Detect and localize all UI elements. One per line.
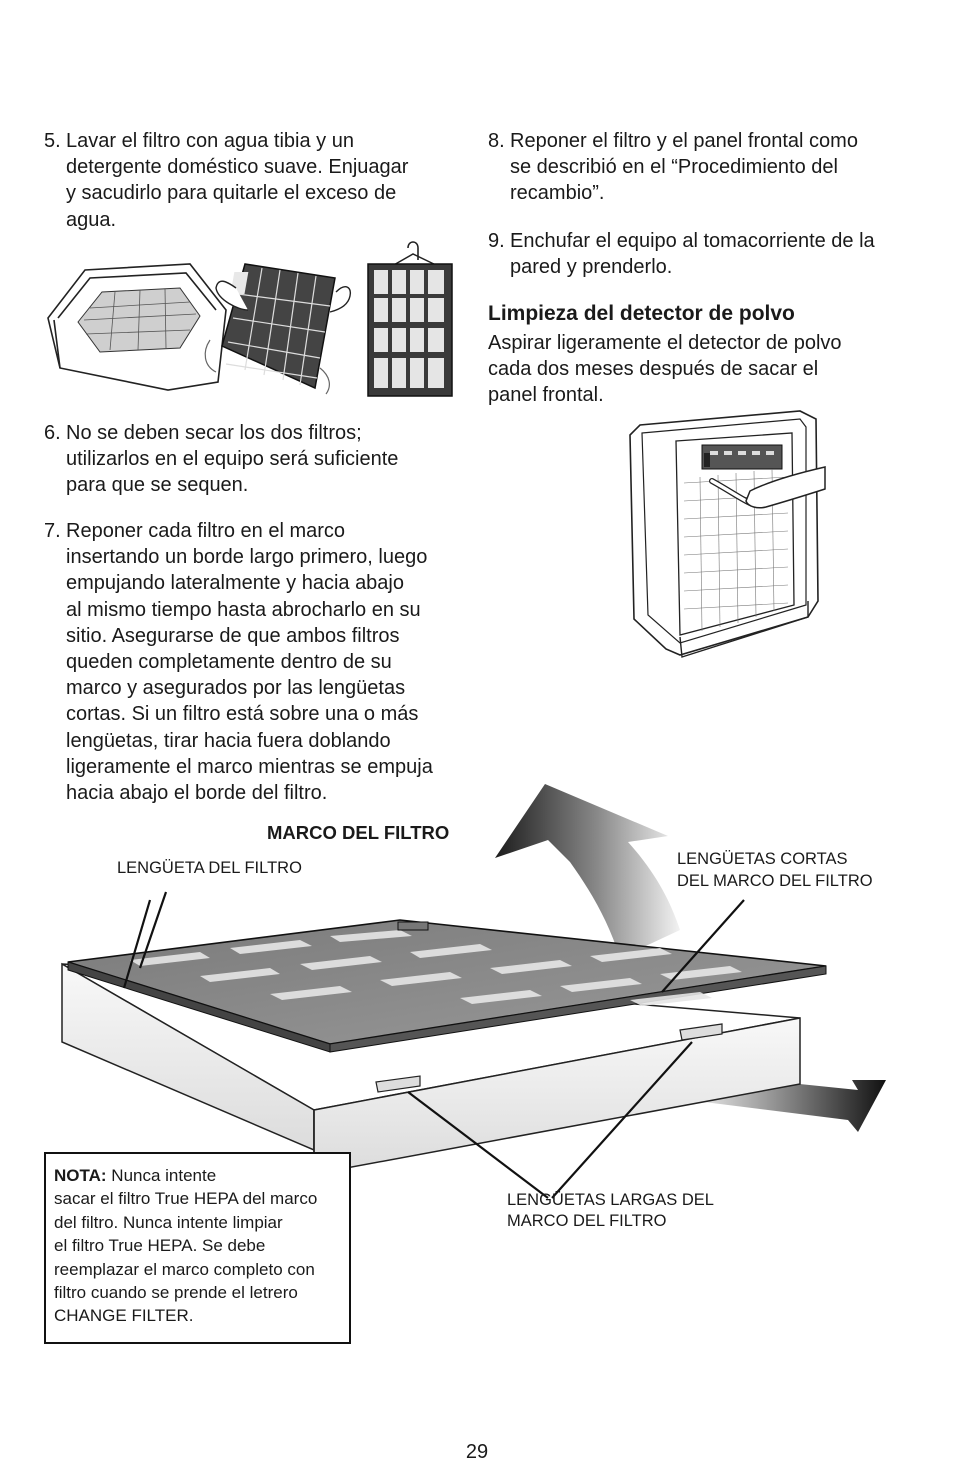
text-line: Reponer el filtro y el panel frontal como (510, 130, 858, 152)
text-line: insertando un borde largo primero, luego (66, 546, 428, 569)
text-line: queden completamente dentro de su (66, 651, 392, 674)
step-9 (488, 228, 918, 280)
text-line: se describió en el “Procedimiento del (510, 156, 838, 179)
step-text (510, 128, 918, 207)
text-line: detergente doméstico suave. Enjuagar (66, 156, 409, 179)
page-number: 29 (465, 1441, 489, 1463)
air-purifier-illustration (620, 405, 830, 670)
text-line: LENGÜETAS LARGAS DEL (507, 1191, 714, 1209)
text-line: cada dos meses después de sacar el (488, 358, 819, 381)
text-line: utilizarlos en el equipo será suficiente (66, 448, 399, 471)
text-line: Aspirar ligeramente el detector de polvo (488, 332, 842, 354)
step-text (66, 420, 464, 499)
text-line: para que se sequen. (66, 474, 249, 497)
text-line: panel frontal. (488, 384, 604, 407)
text-line: hacia abajo el borde del filtro. (66, 782, 328, 805)
hanging-filter-illustration (368, 242, 452, 396)
text-line: y sacudirlo para quitarle el exceso de (66, 182, 397, 205)
text-line: marco y asegurados por las lengüetas (66, 677, 406, 700)
lift-arrow (495, 784, 680, 958)
step-8 (488, 128, 918, 207)
text-line: Lavar el filtro con agua tibia y un (66, 130, 354, 152)
label-filter-frame: MARCO DEL FILTRO (267, 822, 450, 843)
step-number: 9. (488, 230, 505, 252)
text-line: MARCO DEL FILTRO (507, 1212, 667, 1230)
step-5 (44, 128, 464, 233)
label-filter-tab: LENGÜETA DEL FILTRO (117, 859, 302, 877)
step-text (66, 128, 464, 233)
text-line: al mismo tiempo hasta abrocharlo en su (66, 598, 421, 621)
label-short-tabs (677, 848, 873, 892)
text-line: LENGÜETAS CORTAS (677, 850, 848, 868)
text-line: filtro cuando se prende el letrero (54, 1283, 298, 1303)
text-line: lengüetas, tirar hacia fuera doblando (66, 729, 391, 752)
text-line: No se deben secar los dos filtros; (66, 422, 362, 444)
note-box (44, 1152, 351, 1344)
step-text (510, 228, 918, 280)
step-text (66, 518, 474, 806)
text-line: cortas. Si un filtro está sobre una o más (66, 703, 419, 726)
text-line: agua. (66, 208, 117, 231)
basin-illustration (48, 264, 226, 390)
text-line: empujando lateralmente y hacia abajo (66, 572, 404, 595)
label-long-tabs (507, 1190, 714, 1232)
shaking-filter-illustration (205, 264, 350, 394)
section-body (488, 330, 908, 409)
text-line: pared y prenderlo. (510, 256, 673, 279)
filter-frame-diagram (0, 780, 954, 1200)
text-line: sitio. Asegurarse de que ambos filtros (66, 624, 400, 647)
note-label: NOTA: (54, 1166, 107, 1185)
text-line: Enchufar el equipo al tomacorriente de la (510, 230, 875, 252)
text-line: Reponer cada filtro en el marco (66, 520, 346, 542)
step-7 (44, 518, 474, 806)
text-line: ligeramente el marco mientras se empuja (66, 755, 433, 778)
text-line: del filtro. Nunca intente limpiar (54, 1212, 283, 1232)
text-line: sacar el filtro True HEPA del marco (54, 1189, 318, 1209)
step-6 (44, 420, 464, 499)
text-line: DEL MARCO DEL FILTRO (677, 872, 873, 890)
section-heading: Limpieza del detector de polvo (488, 302, 795, 325)
text-line: el filtro True HEPA. Se debe (54, 1236, 266, 1256)
step-number: 7. (44, 520, 61, 542)
step-number: 8. (488, 130, 505, 152)
step-number: 5. (44, 130, 61, 152)
washing-illustration (40, 240, 470, 405)
text-line: CHANGE FILTER. (54, 1306, 194, 1326)
note-first-line: Nunca intente (106, 1166, 217, 1185)
text-line: recambio”. (510, 182, 605, 205)
text-line: reemplazar el marco completo con (54, 1259, 315, 1279)
step-number: 6. (44, 422, 61, 444)
